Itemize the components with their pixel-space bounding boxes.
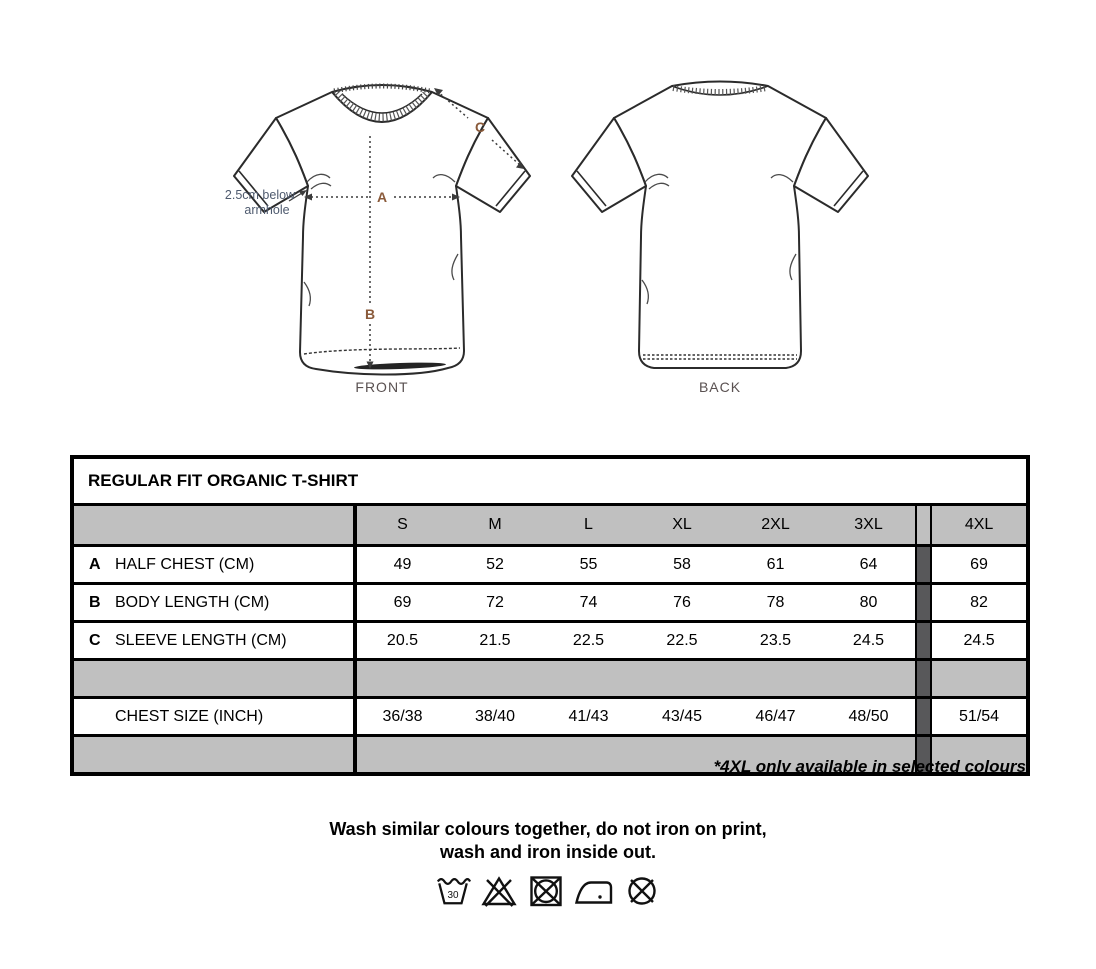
size-value-cell: 76 [635,584,729,622]
iron-low-icon [574,871,614,909]
size-value-cell: 69 [931,546,1028,584]
size-value-cell: 80 [822,584,916,622]
size-value-cell: 22.5 [542,622,635,660]
footnote-4xl: *4XL only available in selected colours [713,757,1026,776]
size-value-cell: 82 [931,584,1028,622]
size-value-cell: 20.5 [355,622,448,660]
size-column-header: L [542,505,635,546]
size-column-header: M [448,505,542,546]
table-row-sleeve-length [72,622,1028,660]
do-not-tumble-dry-icon [527,871,565,909]
size-value-cell: 24.5 [822,622,916,660]
care-instructions-text [0,818,1096,864]
size-column-header: 3XL [822,505,916,546]
front-torso-outline [276,92,488,375]
tshirt-back-drawing [550,52,895,404]
table-row-body-length [72,584,1028,622]
measurement-label: CHEST SIZE (INCH) [72,698,355,736]
separator-cell [916,584,931,622]
measurement-label: A HALF CHEST (CM) [72,546,355,584]
size-value-cell: 51/54 [931,698,1028,736]
armhole-annotation-line2: armhole [244,203,290,217]
size-value-cell: 48/50 [822,698,916,736]
size-value-cell: 52 [448,546,542,584]
size-value-cell: 69 [355,584,448,622]
size-value-cell: 74 [542,584,635,622]
table-title: REGULAR FIT ORGANIC T-SHIRT [72,457,1028,505]
measure-c-label: C [474,119,486,135]
size-column-header: XL [635,505,729,546]
table-row-chest-inch [72,698,1028,736]
care-line-2: wash and iron inside out. [439,842,657,862]
size-column-header: 4XL [931,505,1028,546]
do-not-dry-clean-icon [623,871,661,909]
do-not-bleach-icon [480,871,518,909]
size-value-cell: 21.5 [448,622,542,660]
size-value-cell: 49 [355,546,448,584]
wash-30-icon [435,871,471,909]
tshirt-front-drawing [212,52,557,404]
separator-cell [916,698,931,736]
back-torso-outline [614,82,826,369]
size-column-header: S [355,505,448,546]
size-value-cell: 23.5 [729,622,822,660]
size-value-cell: 36/38 [355,698,448,736]
size-header-row [72,505,1028,546]
measure-b-label: B [364,306,376,322]
size-value-cell: 41/43 [542,698,635,736]
separator-cell [916,660,931,698]
size-value-cell: 61 [729,546,822,584]
size-value-cell: 22.5 [635,622,729,660]
svg-text:30: 30 [447,890,459,902]
size-value-cell: 55 [542,546,635,584]
size-value-cell: 64 [822,546,916,584]
care-line-1: Wash similar colours together, do not iron on print, [329,819,767,839]
size-value-cell: 72 [448,584,542,622]
tshirt-diagrams [0,0,1096,440]
measurement-label: C SLEEVE LENGTH (CM) [72,622,355,660]
size-value-cell: 43/45 [635,698,729,736]
table-title-row [72,457,1028,505]
measure-a-label: A [376,189,388,205]
front-view-label: FRONT [355,379,409,395]
size-value-cell: 24.5 [931,622,1028,660]
size-value-cell: 38/40 [448,698,542,736]
separator-cell [916,505,931,546]
size-column-header: 2XL [729,505,822,546]
spacer-row [72,660,1028,698]
armhole-annotation-line1: 2.5cm below [224,188,296,202]
measurement-label: B BODY LENGTH (CM) [72,584,355,622]
separator-cell [916,622,931,660]
table-row-half-chest [72,546,1028,584]
header-empty-cell [72,505,355,546]
size-value-cell: 78 [729,584,822,622]
care-symbols-row [0,871,1096,909]
size-value-cell: 46/47 [729,698,822,736]
back-view-label: BACK [698,379,742,395]
size-value-cell: 58 [635,546,729,584]
size-table [70,455,1030,776]
separator-cell [916,546,931,584]
